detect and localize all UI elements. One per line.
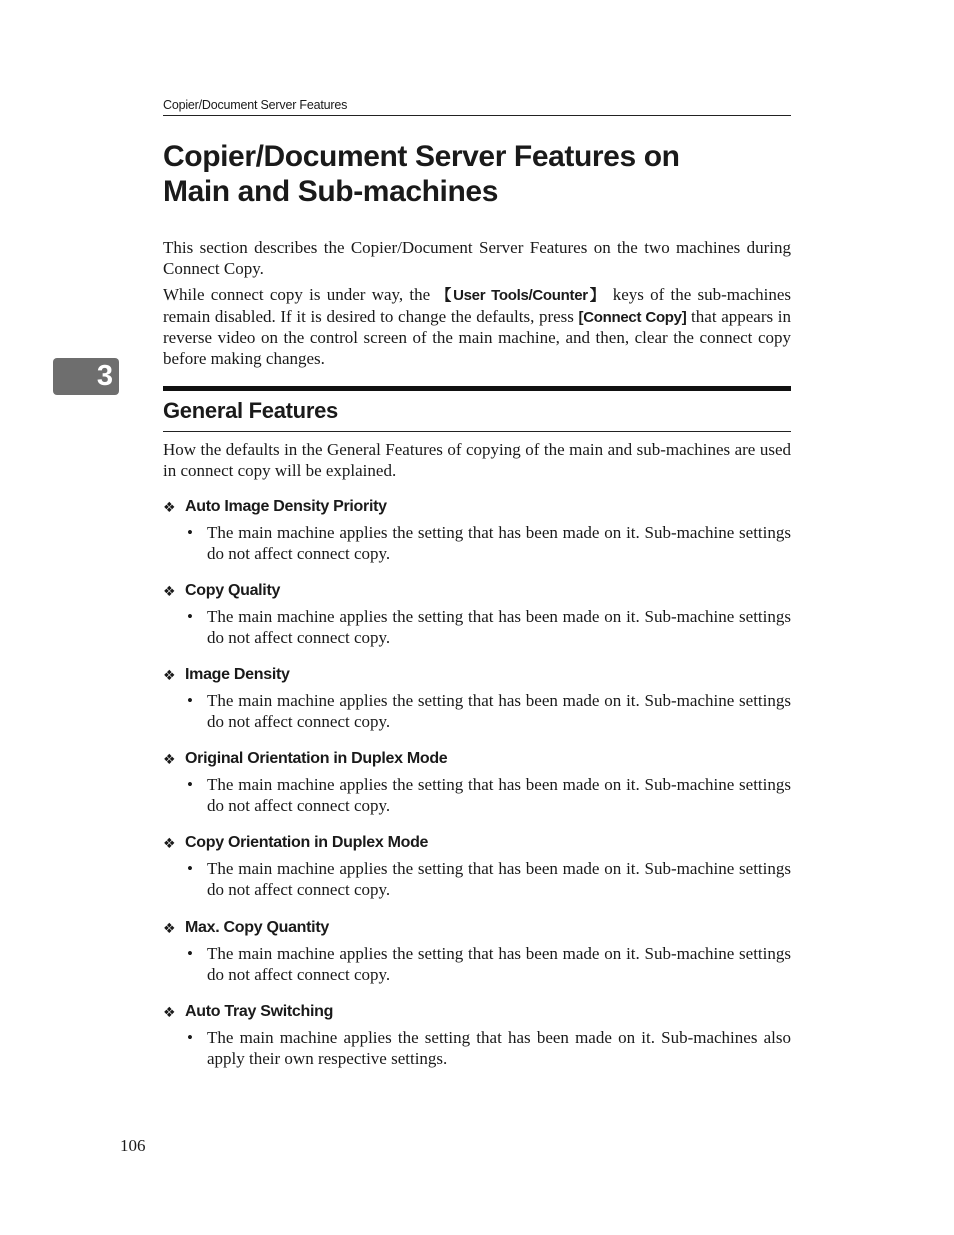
feature-bullet <box>163 690 791 732</box>
feature-bullet <box>163 1027 791 1069</box>
diamond-icon: ❖ <box>163 751 176 767</box>
feature-bullet <box>163 943 791 985</box>
bullet-dot-icon: • <box>187 1028 193 1047</box>
bullet-dot-icon: • <box>187 607 193 626</box>
running-head: Copier/Document Server Features <box>163 97 791 116</box>
bullet-dot-icon: • <box>187 691 193 710</box>
feature-heading <box>163 833 791 853</box>
feature-text: The main machine applies the setting that has been made on it. Sub-machines also apply their own respective settings. <box>207 1028 791 1068</box>
section-intro: How the defaults in the General Features of copying of the main and sub-machines are used in connect copy will be explained. <box>163 440 791 480</box>
intro-paragraph-2 <box>163 285 791 369</box>
feature-item <box>163 1002 791 1069</box>
section-rule <box>163 386 791 391</box>
feature-heading <box>163 749 791 769</box>
diamond-icon: ❖ <box>163 667 176 683</box>
feature-item <box>163 833 791 900</box>
diamond-icon: ❖ <box>163 583 176 599</box>
feature-heading <box>163 1002 791 1022</box>
feature-bullet <box>163 858 791 900</box>
feature-text: The main machine applies the setting that has been made on it. Sub-machine settings do not affect connect copy. <box>207 691 791 731</box>
page-title <box>163 139 803 209</box>
bullet-dot-icon: • <box>187 859 193 878</box>
feature-item <box>163 581 791 648</box>
feature-heading <box>163 665 791 685</box>
diamond-icon: ❖ <box>163 499 176 515</box>
feature-heading-label: Max. Copy Quantity <box>185 919 329 936</box>
page-title-line2: Main and Sub-machines <box>163 175 498 208</box>
chapter-tab: 3 <box>53 358 119 395</box>
feature-bullet <box>163 522 791 564</box>
feature-text: The main machine applies the setting that has been made on it. Sub-machine settings do not affect connect copy. <box>207 944 791 984</box>
feature-item <box>163 749 791 816</box>
intro-paragraph-1: This section describes the Copier/Document Server Features on the two machines during Connect Copy. <box>163 238 791 278</box>
feature-heading-label: Copy Quality <box>185 582 281 599</box>
bullet-dot-icon: • <box>187 523 193 542</box>
feature-heading <box>163 918 791 938</box>
feature-text: The main machine applies the setting that has been made on it. Sub-machine settings do not affect connect copy. <box>207 607 791 647</box>
feature-heading-label: Original Orientation in Duplex Mode <box>185 750 448 767</box>
feature-text: The main machine applies the setting that has been made on it. Sub-machine settings do not affect connect copy. <box>207 775 791 815</box>
diamond-icon: ❖ <box>163 920 176 936</box>
connect-copy-key: [Connect Copy] <box>578 308 687 326</box>
feature-text: The main machine applies the setting that has been made on it. Sub-machine settings do not affect connect copy. <box>207 859 791 899</box>
feature-heading <box>163 497 791 517</box>
diamond-icon: ❖ <box>163 835 176 851</box>
intro-text-a: While connect copy is under way, the <box>163 285 437 304</box>
page-title-line1: Copier/Document Server Features on <box>163 140 680 173</box>
feature-text: The main machine applies the setting that has been made on it. Sub-machine settings do not affect connect copy. <box>207 523 791 563</box>
feature-heading-label: Auto Tray Switching <box>185 1003 334 1020</box>
bullet-dot-icon: • <box>187 944 193 963</box>
bullet-dot-icon: • <box>187 775 193 794</box>
page-number: 106 <box>120 1136 146 1155</box>
section-title: General Features <box>163 396 791 432</box>
feature-heading-label: Image Density <box>185 666 290 683</box>
feature-item <box>163 497 791 564</box>
intro-text-c: that appears in reverse video on the control screen of the main machine, and then, clear the connect copy before making changes. <box>163 306 791 368</box>
feature-bullet <box>163 606 791 648</box>
feature-heading-label: Copy Orientation in Duplex Mode <box>185 834 429 851</box>
user-tools-counter-key: 【User Tools/Counter】 <box>436 287 607 304</box>
feature-heading-label: Auto Image Density Priority <box>185 498 387 515</box>
intro-text-b: keys of the sub-machines remain disabled. If it is desired to change the defaults, press <box>163 285 791 326</box>
feature-item <box>163 665 791 732</box>
feature-heading <box>163 581 791 601</box>
feature-item <box>163 918 791 985</box>
diamond-icon: ❖ <box>163 1004 176 1020</box>
feature-bullet <box>163 774 791 816</box>
